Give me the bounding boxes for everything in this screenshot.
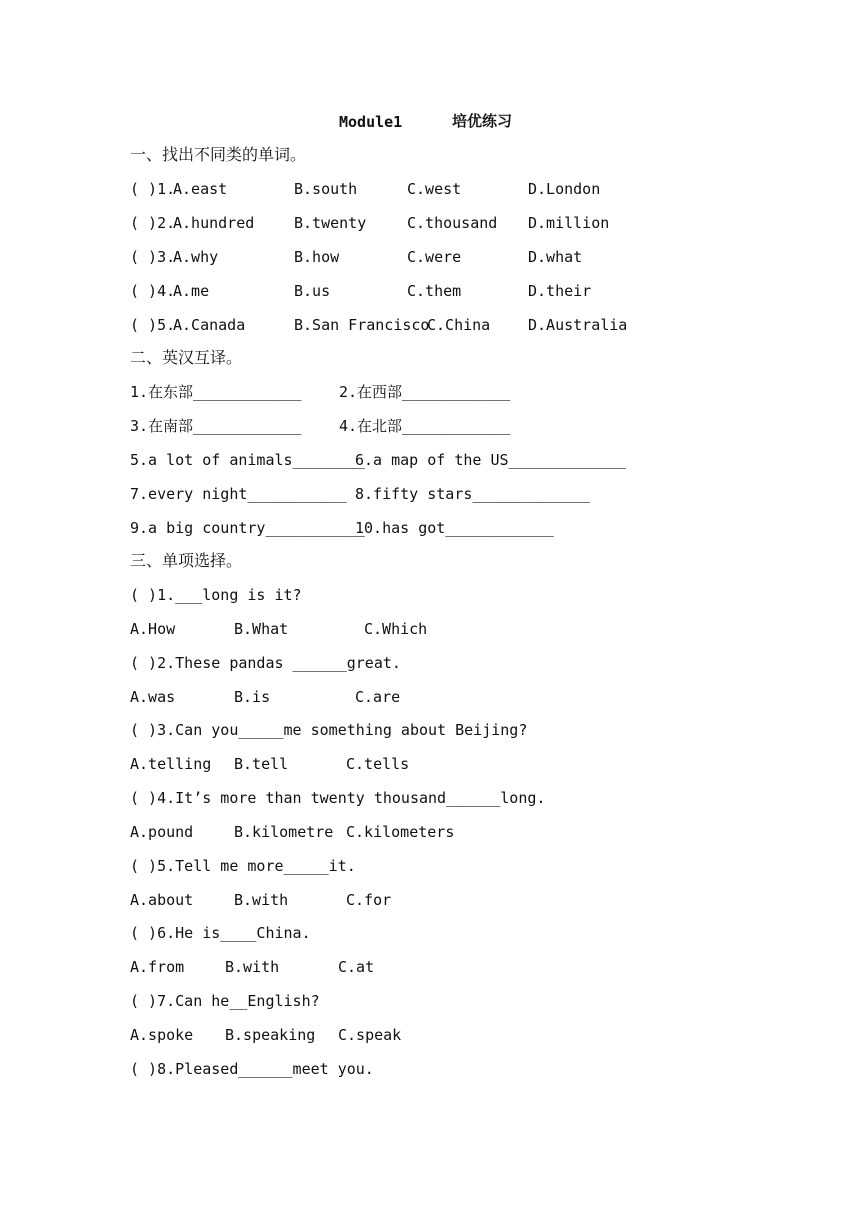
translation-item: 6.a map of the US_____________ (355, 451, 626, 469)
translation-item: 4.在北部____________ (339, 417, 511, 435)
option-d: D.their (528, 282, 592, 300)
option-b: B.twenty (294, 214, 367, 232)
option-c: C.were (407, 248, 462, 266)
item-number: ( )5. (130, 316, 176, 334)
option-b: B.how (294, 248, 340, 266)
question-text: ( )2.These pandas ______great. (130, 654, 401, 672)
section3-heading: 三、单项选择。 (130, 551, 243, 570)
option-a: A.about (130, 891, 194, 909)
option-a: A.Canada (173, 316, 246, 334)
option-a: A.pound (130, 823, 194, 841)
option-a: A.me (173, 282, 210, 300)
option-b: B.us (294, 282, 331, 300)
option-a: A.hundred (173, 214, 255, 232)
option-b: B.San Francisco (294, 316, 430, 334)
option-c: C.are (355, 688, 401, 706)
translation-item: 1.在东部____________ (130, 383, 302, 401)
option-a: A.from (130, 958, 185, 976)
option-a: A.telling (130, 755, 212, 773)
question-text: ( )5.Tell me more_____it. (130, 857, 356, 875)
option-a: A.east (173, 180, 228, 198)
section1-heading: 一、找出不同类的单词。 (130, 145, 307, 164)
title-module: Module1 (339, 113, 403, 131)
option-c: C.them (407, 282, 462, 300)
option-c: C.kilometers (346, 823, 455, 841)
option-c: C.tells (346, 755, 410, 773)
option-c: C.China (427, 316, 491, 334)
question-text: ( )6.He is____China. (130, 924, 311, 942)
option-d: D.million (528, 214, 610, 232)
question-text: ( )7.Can he__English? (130, 992, 320, 1010)
option-b: B.tell (234, 755, 289, 773)
item-number: ( )3. (130, 248, 176, 266)
option-c: C.for (346, 891, 392, 909)
question-text: ( )8.Pleased______meet you. (130, 1060, 374, 1078)
translation-item: 3.在南部____________ (130, 417, 302, 435)
option-c: C.Which (364, 620, 428, 638)
option-c: C.thousand (407, 214, 498, 232)
translation-item: 2.在西部____________ (339, 383, 511, 401)
option-b: B.speaking (225, 1026, 316, 1044)
option-d: D.London (528, 180, 601, 198)
option-b: B.with (225, 958, 280, 976)
option-d: D.Australia (528, 316, 628, 334)
section2-heading: 二、英汉互译。 (130, 348, 243, 367)
item-number: ( )1. (130, 180, 176, 198)
option-b: B.with (234, 891, 289, 909)
question-text: ( )4.It’s more than twenty thousand______long. (130, 789, 546, 807)
translation-item: 8.fifty stars_____________ (355, 485, 590, 503)
option-a: A.How (130, 620, 176, 638)
option-c: C.west (407, 180, 462, 198)
item-number: ( )4. (130, 282, 176, 300)
option-a: A.spoke (130, 1026, 194, 1044)
question-text: ( )3.Can you_____me something about Beijing? (130, 721, 528, 739)
question-text: ( )1.___long is it? (130, 586, 302, 604)
option-b: B.kilometre (234, 823, 334, 841)
option-d: D.what (528, 248, 583, 266)
option-b: B.is (234, 688, 271, 706)
option-c: C.speak (338, 1026, 402, 1044)
title-chinese: 培优练习 (452, 112, 513, 130)
option-b: B.What (234, 620, 289, 638)
option-c: C.at (338, 958, 375, 976)
option-b: B.south (294, 180, 358, 198)
item-number: ( )2. (130, 214, 176, 232)
translation-item: 9.a big country___________ (130, 519, 365, 537)
option-a: A.why (173, 248, 219, 266)
translation-item: 7.every night___________ (130, 485, 347, 503)
option-a: A.was (130, 688, 176, 706)
translation-item: 5.a lot of animals________ (130, 451, 365, 469)
translation-item: 10.has got____________ (355, 519, 554, 537)
